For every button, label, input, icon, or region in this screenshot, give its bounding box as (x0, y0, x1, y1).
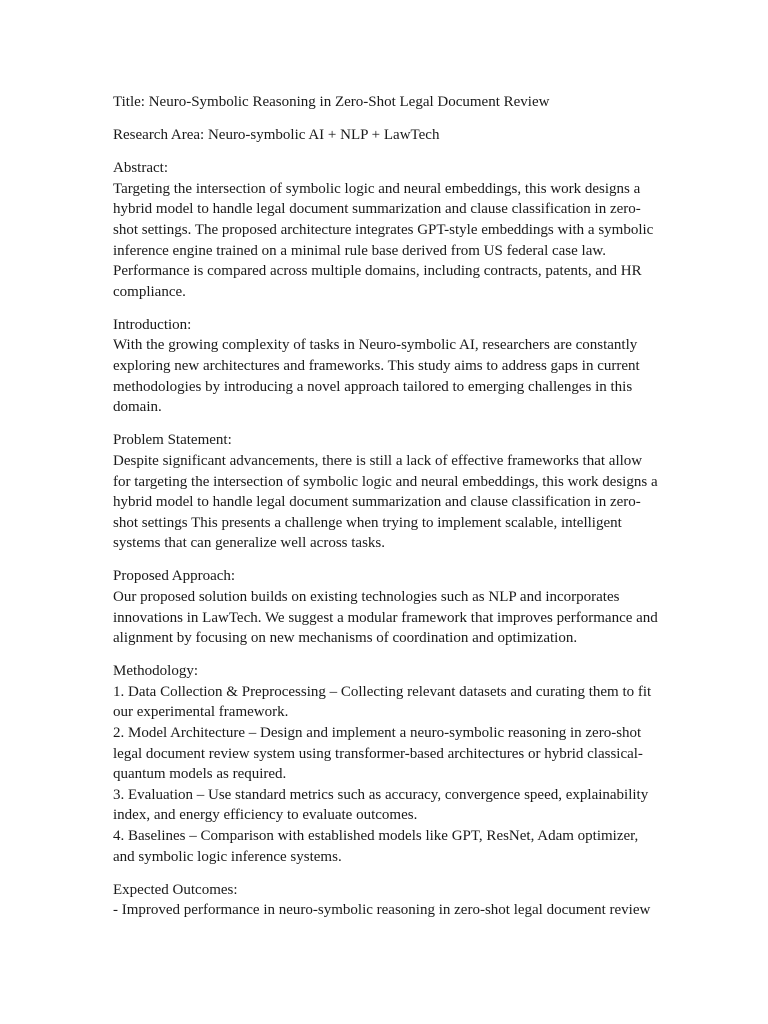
introduction-section (113, 315, 661, 418)
introduction-text: With the growing complexity of tasks in Neuro-symbolic AI, researchers are constantly exploring new architectures and frameworks. This study aims to address gaps in current methodologies by introducing a novel approach tailored to emerging challenges in this domain. (113, 337, 640, 416)
abstract-heading: Abstract: (113, 160, 168, 177)
problem-statement-section (113, 430, 661, 554)
research-area-line: Research Area: Neuro-symbolic AI + NLP + LawTech (113, 127, 440, 144)
proposed-approach-text: Our proposed solution builds on existing technologies such as NLP and incorporates innovations in LawTech. We suggest a modular framework that improves performance and alignment by focusing on new mechanisms of coordination and optimization. (113, 588, 658, 647)
abstract-text: Targeting the intersection of symbolic logic and neural embeddings, this work designs a hybrid model to handle legal document summarization and clause classification in zero-shot settings. The proposed architecture integrates GPT-style embeddings with a symbolic inference engine trained on a minimal rule base derived from US federal case law. Performance is compared across multiple domains, including contracts, patents, and HR compliance. (113, 180, 654, 300)
proposed-approach-heading: Proposed Approach: (113, 568, 236, 585)
methodology-item: 4. Baselines – Comparison with established models like GPT, ResNet, Adam optimizer, and symbolic logic inference systems. (113, 828, 639, 865)
expected-outcome-item: - Improved performance in neuro-symbolic reasoning in zero-shot legal document review (113, 902, 651, 919)
methodology-section (113, 661, 661, 867)
methodology-heading: Methodology: (113, 663, 198, 680)
abstract-section (113, 158, 661, 302)
title-line: Title: Neuro-Symbolic Reasoning in Zero-Shot Legal Document Review (113, 94, 550, 110)
methodology-item: 1. Data Collection & Preprocessing – Collecting relevant datasets and curating them to fit our experimental framework. (113, 683, 652, 721)
expected-outcomes-section (113, 880, 661, 921)
introduction-heading: Introduction: (113, 316, 192, 333)
proposed-approach-section (113, 566, 661, 648)
methodology-item: 2. Model Architecture – Design and implement a neuro-symbolic reasoning in zero-shot legal document review system using transformer-based architectures or hybrid classical-quantum models as required. (113, 725, 643, 783)
expected-outcomes-heading: Expected Outcomes: (113, 881, 238, 898)
document-body (113, 92, 661, 933)
problem-statement-text: Despite significant advancements, there is still a lack of effective frameworks that allow for targeting the intersection of symbolic logic and neural embeddings, this work designs a hybrid model to handle legal document summarization and clause classification in zero-shot settings This presents a challenge when trying to implement scalable, intelligent systems that can generalize well across tasks. (113, 452, 658, 552)
methodology-item: 3. Evaluation – Use standard metrics such as accuracy, convergence speed, explainability index, and energy efficiency to evaluate outcomes. (113, 786, 649, 824)
problem-statement-heading: Problem Statement: (113, 432, 232, 449)
